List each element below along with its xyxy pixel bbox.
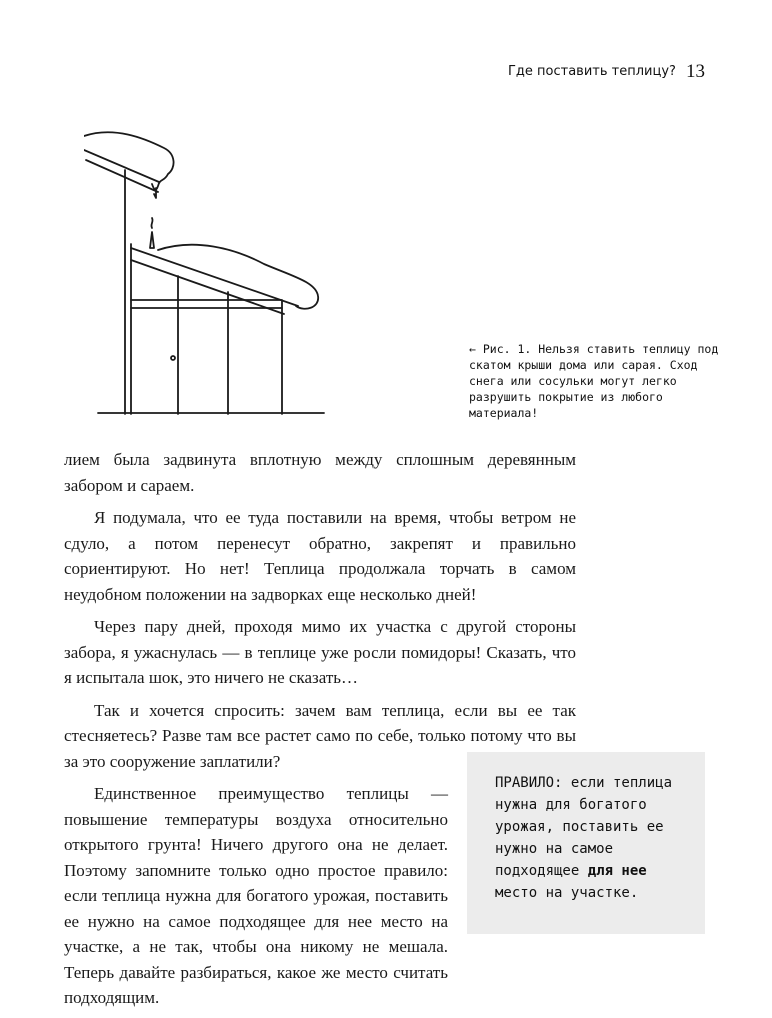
figure-caption: ← Рис. 1. Нельзя ставить теплицу под скатом крыши дома или сарая. Сход снега или сосульки могут легко разрушить покрытие из любого материала! — [469, 342, 719, 420]
paragraph: Через пару дней, проходя мимо их участка с другой стороны забора, я ужаснулась — в теплице уже росли помидоры! Сказать, что я испытала шок, это ничего не сказать… — [64, 617, 576, 687]
paragraph: Я подумала, что ее туда поставили на время, чтобы ветром не сдуло, а потом перенесут обратно, закрепят и правильно сориентируют. Но нет! Теплица продолжала торчать в самом неудобном положении на задворках еще несколько дней! — [64, 508, 576, 604]
page-number: 13 — [686, 61, 705, 82]
greenhouse-illustration — [84, 126, 344, 416]
paragraph: Единственное преимущество теплицы — повышение температуры воздуха относительно открытого грунта! Ничего другого она не делает. Поэтому запомните только одно простое правило: если теплица нужна для богатого урожая, поставить ее нужно на самое подходящее для нее место на участке, а не так, чтобы она никому не мешала. Теперь давайте разбираться, какое же место считать подходящим. — [64, 784, 448, 1007]
paragraph: Так и хочется спросить: зачем вам теплица, если вы ее так стесняетесь? Разве там все растет само по себе, только потому что вы за это сооружение заплатили? — [64, 700, 576, 771]
rule-emphasis: для нее — [587, 863, 647, 879]
paragraph: лием была задвинута вплотную между сплошным деревянным забором и сараем. — [64, 450, 576, 495]
rule-callout — [467, 752, 705, 934]
rule-text: ПРАВИЛО: если теплица нужна для богатого урожая, поставить ее нужно на самое подходящее — [495, 775, 673, 879]
rule-text-end: место на участке. — [495, 885, 639, 901]
running-title: Где поставить теплицу? — [508, 64, 676, 79]
